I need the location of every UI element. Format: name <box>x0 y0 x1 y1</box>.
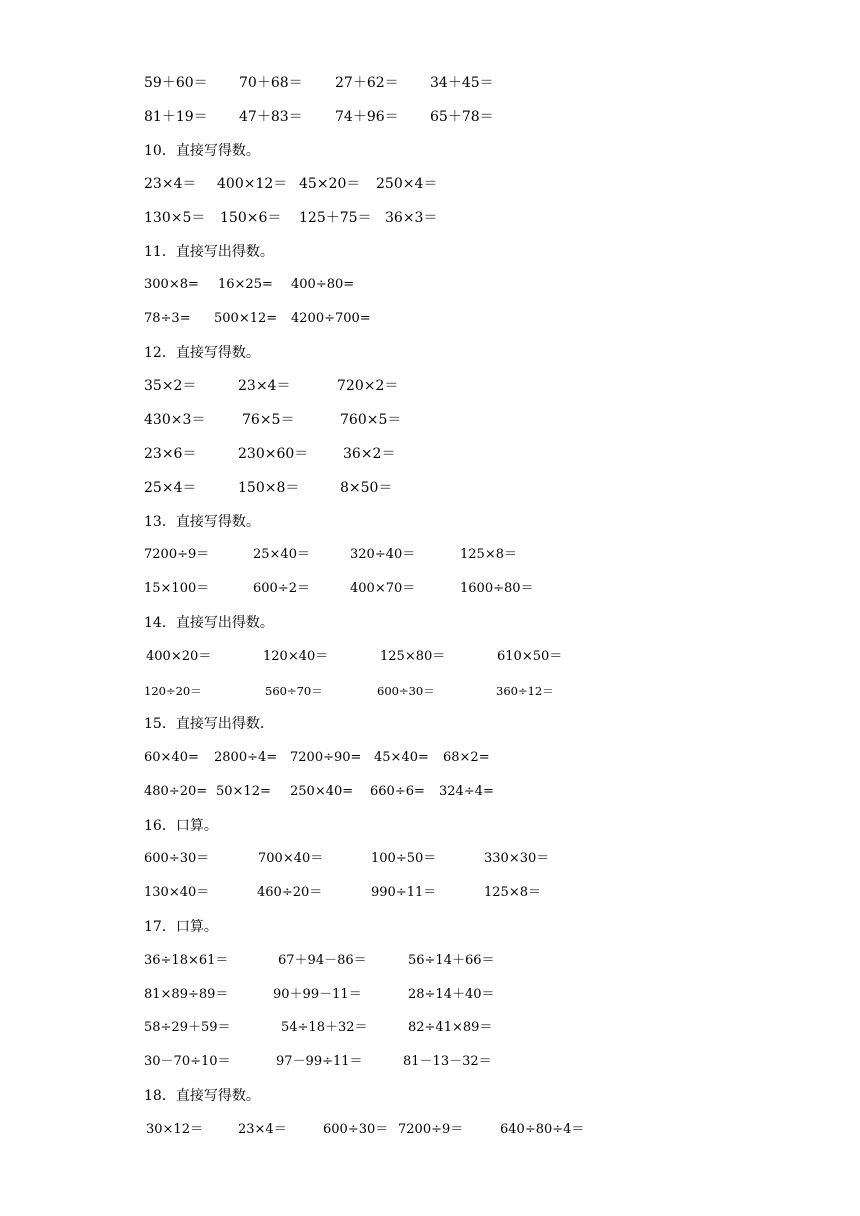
problem-row <box>0 308 860 330</box>
problem-row <box>0 375 860 397</box>
problem-row <box>0 1017 860 1039</box>
arithmetic-problem: 81×89÷89＝ <box>144 987 229 1002</box>
arithmetic-problem: 36×2＝ <box>343 446 396 462</box>
problem-row <box>0 106 860 128</box>
arithmetic-problem: 28÷14＋40＝ <box>408 987 495 1002</box>
arithmetic-problem: 250×40= <box>290 784 354 799</box>
arithmetic-problem: 430×3＝ <box>144 412 206 428</box>
arithmetic-problem: 90＋99－11＝ <box>273 987 362 1002</box>
arithmetic-problem: 15×100＝ <box>144 581 210 596</box>
arithmetic-problem: 150×6＝ <box>220 210 282 226</box>
problem-row <box>0 882 860 904</box>
arithmetic-problem: 720×2＝ <box>337 378 399 394</box>
arithmetic-problem: 7200÷9＝ <box>144 547 210 562</box>
problem-row <box>0 1051 860 1073</box>
arithmetic-problem: 58÷29＋59＝ <box>144 1020 231 1035</box>
arithmetic-problem: 34＋45＝ <box>430 75 494 91</box>
arithmetic-problem: 230×60＝ <box>238 446 309 462</box>
arithmetic-problem: 2800÷4= <box>214 750 278 765</box>
arithmetic-problem: 78÷3= <box>144 311 191 326</box>
problem-row <box>0 848 860 870</box>
arithmetic-problem: 130×5＝ <box>144 210 206 226</box>
arithmetic-problem: 59＋60＝ <box>144 75 208 91</box>
question-heading: 16．口算。 <box>144 818 218 834</box>
arithmetic-problem: 600÷30＝ <box>144 851 210 866</box>
arithmetic-problem: 56÷14＋66＝ <box>408 953 495 968</box>
arithmetic-problem: 990÷11＝ <box>371 885 437 900</box>
arithmetic-problem: 640÷80÷4＝ <box>500 1122 585 1137</box>
arithmetic-problem: 320÷40＝ <box>350 547 416 562</box>
arithmetic-problem: 100÷50＝ <box>371 851 437 866</box>
problem-row <box>0 680 860 702</box>
arithmetic-problem: 120×40＝ <box>263 649 329 664</box>
problem-row <box>0 477 860 499</box>
question-heading-row <box>0 241 860 263</box>
problem-row <box>0 984 860 1006</box>
arithmetic-problem: 330×30＝ <box>484 851 550 866</box>
problem-row <box>0 72 860 94</box>
arithmetic-problem: 23×6＝ <box>144 446 197 462</box>
arithmetic-problem: 68×2= <box>443 750 490 765</box>
arithmetic-problem: 30－70÷10＝ <box>144 1054 231 1069</box>
problem-row <box>0 646 860 668</box>
arithmetic-problem: 35×2＝ <box>144 378 197 394</box>
arithmetic-problem: 125×8＝ <box>460 547 517 562</box>
arithmetic-problem: 660÷6= <box>370 784 425 799</box>
arithmetic-problem: 50×12= <box>216 784 271 799</box>
question-heading-row <box>0 713 860 735</box>
arithmetic-problem: 125×80＝ <box>380 649 446 664</box>
question-heading-row <box>0 342 860 364</box>
arithmetic-problem: 23×4＝ <box>238 378 291 394</box>
question-heading-row <box>0 815 860 837</box>
question-heading: 14．直接写出得数。 <box>144 615 274 631</box>
arithmetic-problem: 45×20＝ <box>299 176 361 192</box>
arithmetic-problem: 25×40＝ <box>253 547 310 562</box>
problem-row <box>0 443 860 465</box>
arithmetic-problem: 125×8＝ <box>484 885 541 900</box>
problem-row <box>0 207 860 229</box>
problem-row <box>0 747 860 769</box>
question-heading-row <box>0 1085 860 1107</box>
arithmetic-problem: 8×50＝ <box>340 480 393 496</box>
problem-row <box>0 950 860 972</box>
arithmetic-problem: 400÷80= <box>291 277 355 292</box>
arithmetic-problem: 600÷2＝ <box>253 581 310 596</box>
question-heading: 18．直接写得数。 <box>144 1088 260 1104</box>
arithmetic-problem: 600÷30＝ <box>377 684 435 698</box>
arithmetic-problem: 125＋75＝ <box>299 210 372 226</box>
question-heading: 15．直接写出得数. <box>144 716 265 732</box>
arithmetic-problem: 400×12＝ <box>217 176 288 192</box>
arithmetic-problem: 7200÷90= <box>290 750 362 765</box>
arithmetic-problem: 1600÷80＝ <box>460 581 534 596</box>
arithmetic-problem: 60×40= <box>144 750 199 765</box>
arithmetic-problem: 70＋68＝ <box>239 75 303 91</box>
arithmetic-problem: 120÷20＝ <box>144 684 202 698</box>
arithmetic-problem: 76×5＝ <box>242 412 295 428</box>
arithmetic-problem: 81＋19＝ <box>144 109 208 125</box>
arithmetic-problem: 400×70＝ <box>350 581 416 596</box>
question-heading-row <box>0 140 860 162</box>
question-heading: 10．直接写得数。 <box>144 143 260 159</box>
question-heading: 11．直接写出得数。 <box>144 244 274 260</box>
problem-row <box>0 274 860 296</box>
arithmetic-problem: 16×25= <box>218 277 273 292</box>
arithmetic-problem: 7200÷9＝ <box>398 1122 464 1137</box>
arithmetic-problem: 700×40＝ <box>258 851 324 866</box>
arithmetic-problem: 65＋78＝ <box>430 109 494 125</box>
arithmetic-problem: 74＋96＝ <box>335 109 399 125</box>
arithmetic-problem: 360÷12＝ <box>496 684 554 698</box>
arithmetic-problem: 460÷20＝ <box>257 885 323 900</box>
arithmetic-problem: 610×50＝ <box>497 649 563 664</box>
arithmetic-problem: 500×12= <box>214 311 278 326</box>
arithmetic-problem: 560÷70＝ <box>265 684 323 698</box>
problem-row <box>0 1119 860 1141</box>
problem-row <box>0 409 860 431</box>
arithmetic-problem: 324÷4= <box>439 784 494 799</box>
arithmetic-problem: 400×20＝ <box>146 649 212 664</box>
arithmetic-problem: 760×5＝ <box>340 412 402 428</box>
arithmetic-problem: 4200÷700= <box>291 311 371 326</box>
arithmetic-problem: 54÷18＋32＝ <box>281 1020 368 1035</box>
problem-row <box>0 544 860 566</box>
question-heading: 12．直接写得数。 <box>144 345 260 361</box>
arithmetic-problem: 30×12＝ <box>146 1122 203 1137</box>
question-heading: 17．口算。 <box>144 919 218 935</box>
arithmetic-problem: 36×3＝ <box>385 210 438 226</box>
question-heading-row <box>0 612 860 634</box>
arithmetic-problem: 130×40＝ <box>144 885 210 900</box>
problem-row <box>0 781 860 803</box>
question-heading-row <box>0 916 860 938</box>
arithmetic-problem: 97－99÷11＝ <box>276 1054 363 1069</box>
arithmetic-problem: 23×4＝ <box>144 176 197 192</box>
arithmetic-problem: 23×4＝ <box>238 1122 287 1137</box>
question-heading: 13．直接写得数。 <box>144 514 260 530</box>
arithmetic-problem: 250×4＝ <box>376 176 438 192</box>
problem-row <box>0 173 860 195</box>
arithmetic-problem: 25×4＝ <box>144 480 197 496</box>
arithmetic-problem: 480÷20= <box>144 784 208 799</box>
arithmetic-problem: 67＋94－86＝ <box>278 953 367 968</box>
arithmetic-problem: 82÷41×89＝ <box>408 1020 493 1035</box>
arithmetic-problem: 81－13－32＝ <box>403 1054 492 1069</box>
arithmetic-problem: 45×40= <box>374 750 429 765</box>
arithmetic-problem: 300×8= <box>144 277 199 292</box>
arithmetic-problem: 36÷18×61＝ <box>144 953 229 968</box>
arithmetic-problem: 47＋83＝ <box>239 109 303 125</box>
question-heading-row <box>0 511 860 533</box>
arithmetic-problem: 600÷30＝ <box>323 1122 389 1137</box>
arithmetic-problem: 27＋62＝ <box>335 75 399 91</box>
arithmetic-problem: 150×8＝ <box>238 480 300 496</box>
problem-row <box>0 578 860 600</box>
